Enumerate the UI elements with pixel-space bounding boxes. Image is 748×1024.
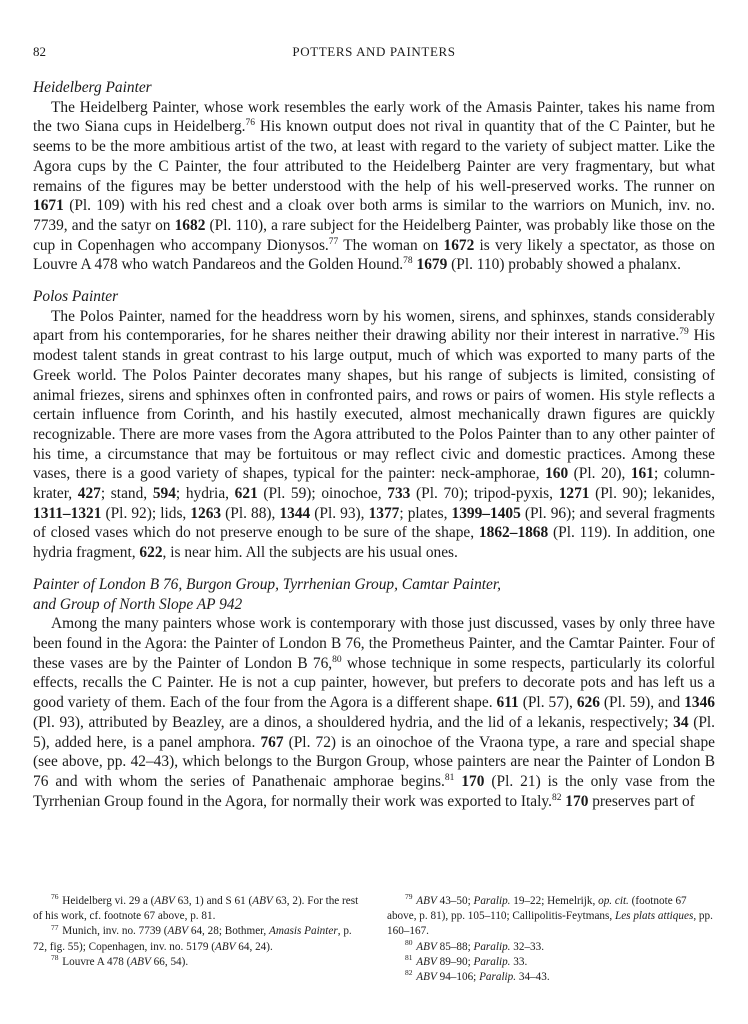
page-number: 82 [33,44,46,59]
footnotes [33,894,715,985]
running-title: POTTERS AND PAINTERS [292,44,456,59]
footnote-80: $^{80}$ ABV 85–88; Paralip. 32–33. [405,937,545,953]
heading-line-2: and Group of North Slope AP 942 [33,595,243,613]
running-head [33,44,715,60]
paragraph-heidelberg: The Heidelberg Painter, whose work resembles the early work of the Amasis Painter, takes his name from the two Siana cups in Heidelberg.$^{76}$ His known output does not rival in quantity that of the C Painter, but he seems to be the more ambitious artist of the two, at least with regard to the variety of subject matter. Like the Agora cups by the C Painter, the four attributed to the Heidelberg Painter are very fragmentary, but what remains of the figures may be better understood with the help of his well-preserved works. The runner on 1671 (Pl. 109) with his red chest and a cloak over both arms is similar to the warriors on Munich, inv. no. 7739, and the satyr on 1682 (Pl. 110), a rare subject for the Heidelberg Painter, was probably like those on the cup in Copenhagen who accompany Dionysos.$^{77}$ The woman on 1672 is very likely a spectator, as those on Louvre A 478 who watch Pandareos and the Golden Hound.$^{78}$ 1679 (Pl. 110) probably showed a phalanx. [33,98,716,274]
paragraph-polos: The Polos Painter, named for the headdress worn by his women, sirens, and sphinxes, stands considerably apart from his contemporaries, for he shares neither their drawing ability nor their interest in narrative.$^{79}$ His modest talent stands in great contrast to his large output, much of which was exported to many parts of the Greek world. The Polos Painter decorates many shapes, but his range of subjects is limited, consisting of animal friezes, sirens and sphinxes often in confronted pairs, and rows or pairs of women. His style reflects a certain influence from Corinth, and his hastily executed, almost mechanically drawn figures are quickly recognizable. There are more vases from the Agora attributed to the Polos Painter than to any other painter of his time, a circumstance that may be fortuitous or may reflect civic and domestic practices. Among these vases, there is a good variety of shapes, typical for the painter: neck-amphorae, 160 (Pl. 20), 161; column-krater, 427; stand, 594; hydria, 621 (Pl. 59); oinochoe, 733 (Pl. 70); tripod-pyxis, 1271 (Pl. 90); lekanides, 1311–1321 (Pl. 92); lids, 1263 (Pl. 88), 1344 (Pl. 93), 1377; plates, 1399–1405 (Pl. 96); and several fragments of closed vases which do not preserve enough to be sure of the shape, 1862–1868 (Pl. 119). In addition, one hydria fragment, 622, is near him. All the subjects are his usual ones. [33,307,716,562]
footnote-79: $^{79}$ ABV 43–50; Paralip. 19–22; Hemelrijk, op. cit. (footnote 67 above, p. 81), pp. 105–110; Callipolitis-Feytmans, Les plats attiques, pp. 160–167. [387,892,713,938]
footnote-76: $^{76}$ Heidelberg vi. 29 a (ABV 63, 1) and S 61 (ABV 63, 2). For the rest of his work, cf. footnote 67 above, p. 81. [33,892,359,923]
footnote-77: $^{77}$ Munich, inv. no. 7739 (ABV 64, 28; Bothmer, Amasis Painter, p. 72, fig. 55); Copenhagen, inv. no. 5179 (ABV 64, 24). [33,922,352,953]
heading-line-1: Painter of London B 76, Burgon Group, Tyrrhenian Group, Camtar Painter, [33,575,501,593]
body-text [33,78,715,825]
footnotes-left-column [33,894,361,985]
footnote-82: $^{82}$ ABV 94–106; Paralip. 34–43. [405,968,550,984]
paragraph-london-b76: Among the many painters whose work is contemporary with those just discussed, vases by only three have been found in the Agora: the Painter of London B 76, the Prometheus Painter, and the Camtar Painter. Four of these vases are by the Painter of London B 76,80 whose technique in some respects, particularly its colorful effects, recalls the C Painter. He is not a cup painter, however, but prefers to decorate pots and has left us a good variety of them. Each of the four from the Agora is a different shape. 611 (Pl. 57), 626 (Pl. 59), and 1346 (Pl. 93), attributed by Beazley, are a dinos, a shouldered hydria, and the lid of a lekanis, respectively; 34 (Pl. 5), added here, is a panel amphora. 767 (Pl. 72) is an oinochoe of the Vraona type, a rare and special shape (see above, pp. 42–43), which belongs to the Burgon Group, whose painters are near the Painter of London B 76 and with whom the series of Panathenaic amphorae begins.$^{81}$ 170 (Pl. 21) is the only vase from the Tyrrhenian Group found in the Agora, for normally their work was exported to Italy.$^{82}$ 170 preserves part of [33,615,715,810]
section-heading-polos: Polos Painter [33,288,119,306]
footnote-81: $^{81}$ ABV 89–90; Paralip. 33. [405,953,528,968]
footnotes-right-column [387,894,715,985]
section-heading-heidelberg: Heidelberg Painter [33,79,152,96]
footnote-78: $^{78}$ Louvre A 478 (ABV 66, 54). [51,953,189,968]
section-heading-london-b76 [33,575,715,614]
